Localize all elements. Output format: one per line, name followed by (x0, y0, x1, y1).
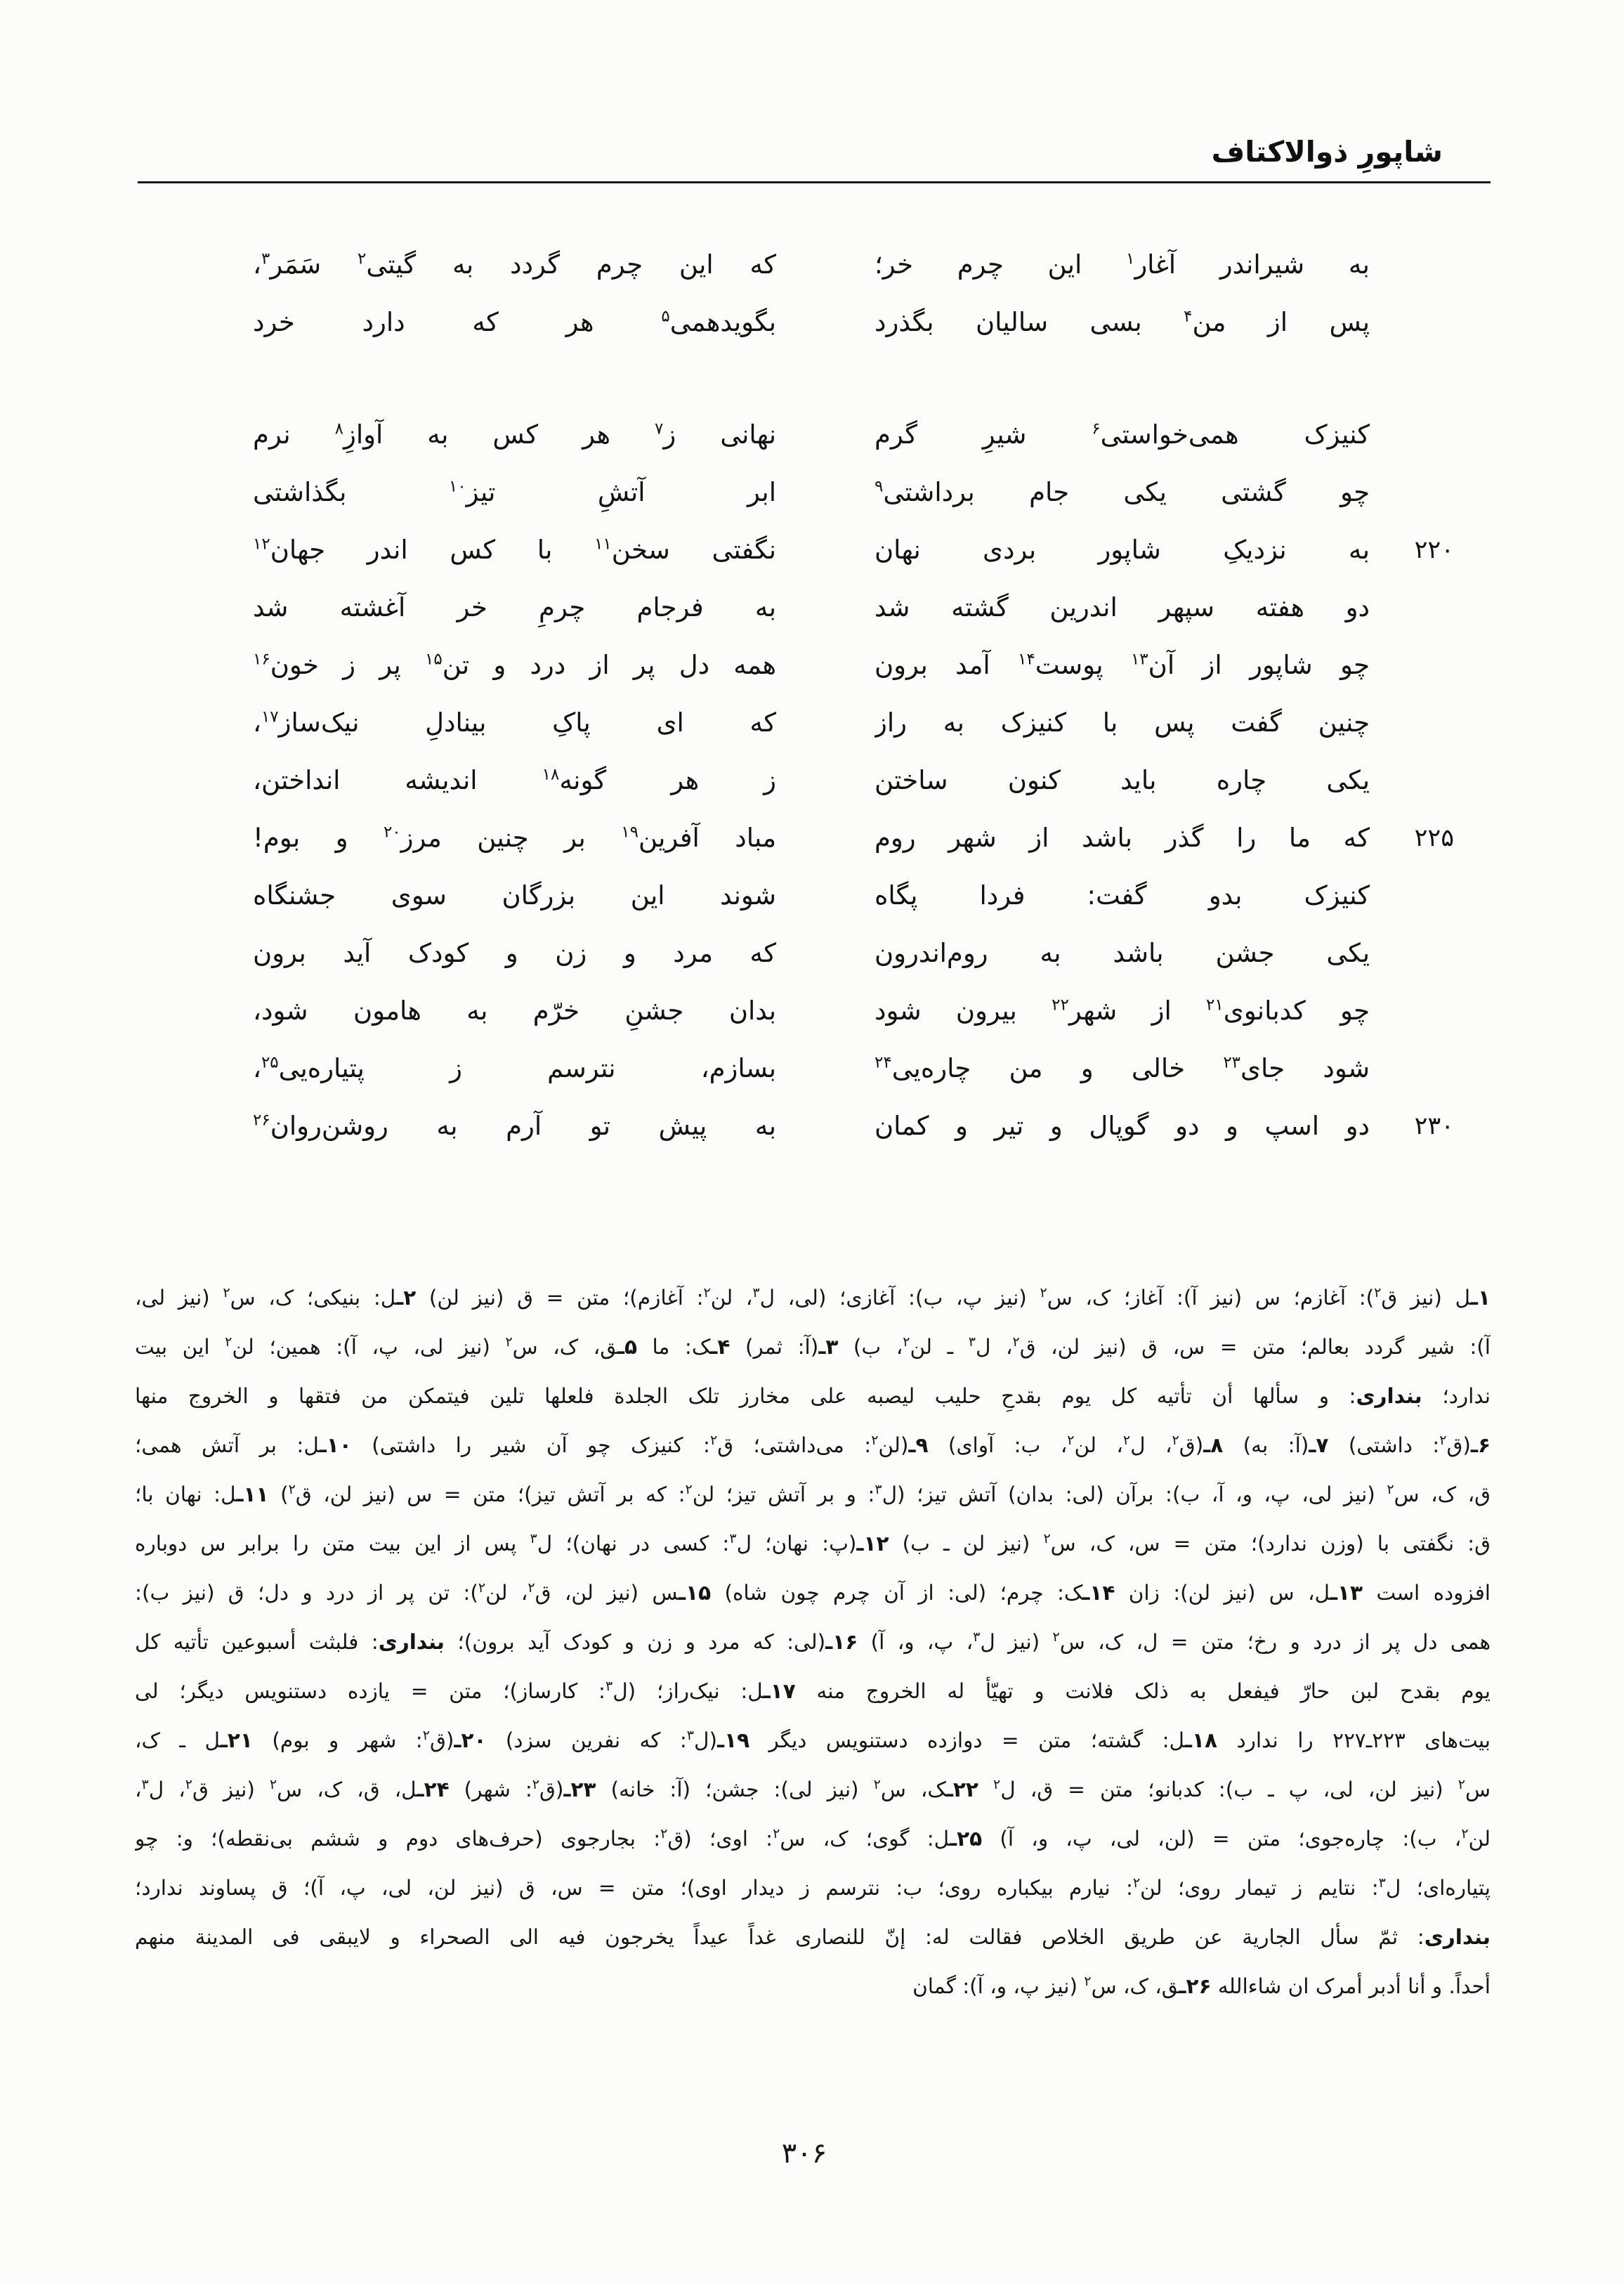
hemistich-second: ز هر گونه$^{۱۸}$ اندیشه انداختن، (253, 765, 776, 795)
hemistich-first: پس از من$^۴$ بسی سالیان بگذرد (875, 307, 1370, 337)
hemistich-first: دو هفته سپهر اندرین گشته شد (875, 592, 1370, 622)
page-number: ۳۰۶ (781, 2137, 827, 2170)
apparatus-line: پتیاره‌ای؛ ل$^۳$: نتایم ز تیمار روی؛ لن$^۲$: نیارم بیکباره روی؛ ب: نترسم ز دیدار اوی)؛ متن = س، ق (نیز لن، لی، پ، آ)؛ ق پساوند ندارد؛ (135, 1875, 1491, 1900)
header-divider-rule (138, 181, 1491, 183)
verse-row (253, 752, 1454, 809)
apparatus-line: آ): شیر گردد بعالم؛ متن = س، ق (نیز لن، ق$^۲$، ل$^۳$ ـ لن$^۲$، ب) ۳ـ(آ: ثمر) ۴ـک: ما ۵ـق، ک، س$^۲$ (نیز لی، پ، آ): همین؛ لن$^۲$ این بیت (135, 1334, 1491, 1359)
hemistich-first: به نزدیکِ شاپور بردی نهان (875, 535, 1370, 565)
chapter-title: شاپورِ ذوالاکتاف (1211, 135, 1443, 169)
verse-row (253, 925, 1454, 982)
hemistich-second: ابر آتشِ تیز$^{۱۰}$ بگذاشتی (253, 477, 776, 507)
apparatus-line: ق، ک، س$^۲$ (نیز لی، پ، و، آ، ب): برآن (لی: بدان) آتش تیز؛ (ل$^۳$: و بر آتش تیز؛ لن$^۲$: که بر آتش تیز)؛ متن = س (نیز لن، ق$^۲$) ۱۱ـل: نهان با؛ (135, 1482, 1491, 1506)
hemistich-second: نگفتی سخن$^{۱۱}$ با کس اندر جهان$^{۱۲}$ (253, 535, 776, 565)
apparatus-line: یوم بقدح لبن حارّ فیفعل به ذلک فلانت و تهیّأ له الخروج منه ۱۷ـل: نیک‌راز؛ (ل$^۳$: کارساز)؛ متن = یازده دستنویس دیگر؛ لی (135, 1678, 1491, 1703)
apparatus (135, 1273, 1491, 2011)
hemistich-second: که این چرم گردد به گیتی$^۲$ سَمَر$^۳$، (253, 249, 776, 280)
poem (253, 236, 1454, 1155)
hemistich-first: چو گشتی یکی جام برداشتی$^۹$ (875, 477, 1370, 507)
apparatus-line: ۱ـل (نیز ق$^۲$): آغازم؛ س (نیز آ): آغاز؛ ک، س$^۲$ (نیز پ، ب): آغازی؛ (لی، ل$^۳$، لن$^۲$: آغازم)؛ متن = ق (نیز لن) ۲ـل: بنیکی؛ ک، س$^۲$ (نیز لی، (135, 1285, 1491, 1310)
verse-number: ۲۲۰ (1414, 536, 1454, 564)
hemistich-first: شود جای$^{۲۳}$ خالی و من چاره‌یی$^{۲۴}$ (875, 1053, 1370, 1083)
hemistich-second: که مرد و زن و کودک آید برون (253, 938, 776, 968)
apparatus-line: لن$^۲$، ب): چاره‌جوی؛ متن = (لن، لی، پ، و، آ) ۲۵ـل: گوی؛ ک، س$^۲$: اوی؛ (ق$^۲$: بجارجوی (حرف‌های دوم و ششم بی‌نقطه)؛ و: چو (135, 1826, 1491, 1851)
hemistich-second: به فرجام چرمِ خر آغشته شد (253, 592, 776, 622)
verse-row (253, 637, 1454, 694)
hemistich-first: دو اسپ و دو گوپال و تیر و کمان (875, 1111, 1370, 1141)
hemistich-second: شوند این بزرگان سوی جشنگاه (253, 880, 776, 911)
hemistich-second: بگویدهمی$^۵$ هر که دارد خرد (253, 307, 776, 337)
hemistich-second: بسازم، نترسم ز پتیاره‌یی$^{۲۵}$، (253, 1053, 776, 1083)
verse-row (253, 579, 1454, 637)
hemistich-second: بدان جشنِ خرّم به هامون شود، (253, 996, 776, 1026)
hemistich-first: که ما را گذر باشد از شهر روم (875, 823, 1370, 853)
verse-number: ۲۲۵ (1414, 824, 1454, 852)
apparatus-line: ق: نگفتی با (وزن ندارد)؛ متن = س، ک، س$^۲$ (نیز لن ـ ب) ۱۲ـ(پ: نهان؛ ل$^۳$: کسی در نهان)؛ ل$^۳$ پس از این بیت متن را برابر س دوباره (135, 1531, 1491, 1556)
verse-row (253, 982, 1454, 1040)
hemistich-first: چنین گفت پس با کنیزک به راز (875, 708, 1370, 738)
apparatus-line: ندارد؛ بنداری: و سألها أن تأتیه کل یوم بقدحِ حلیب لیصبه علی مخارز تلک الجلدة فلعلها تلین فیتمکن من فتقها و الخروج منها (135, 1384, 1491, 1408)
apparatus-line: بنداری: ثمّ سأل الجاریة عن طریق الخلاص فقالت له: إنّ للنصاری غداً عیداً یخرجون فیه الی الصحراء و لایبقی فی المدینة منهم (135, 1925, 1491, 1949)
apparatus-line: س$^۲$ (نیز لن، لی، پ ـ ب): کدبانو؛ متن = ق، ل$^۲$ ۲۲ـک، س$^۲$ (نیز لی): جشن؛ (آ: خانه) ۲۳ـ(ق$^۲$: شهر) ۲۴ـل، ق، ک، س$^۲$ (نیز ق$^۲$، ل$^۳$، (135, 1777, 1491, 1801)
apparatus-line: همی دل پر از درد و رخ؛ متن = ل، ک، س$^۲$ (نیز ل$^۳$، پ، و، آ) ۱۶ـ(لی: که مرد و زن و کودک آید برون)؛ بنداری: فلبثت أسبوعین تأتیه کل (135, 1629, 1491, 1654)
verse-row (253, 406, 1454, 464)
hemistich-first: چو شاپور از آن$^{۱۳}$ پوست$^{۱۴}$ آمد برون (875, 650, 1370, 680)
hemistich-second: مباد آفرین$^{۱۹}$ بر چنین مرز$^{۲۰}$ و بوم! (253, 823, 776, 853)
hemistich-second: به پیش تو آرم به روشن‌روان$^{۲۶}$ (253, 1111, 776, 1141)
hemistich-first: کنیزک همی‌خواستی$^۶$ شیرِ گرم (875, 419, 1370, 450)
hemistich-second: نهانی ز$^۷$ هر کس به آوازِ$^۸$ نرم (253, 419, 776, 450)
verse-row (253, 236, 1454, 294)
verse-row (253, 521, 1454, 579)
apparatus-line: ۶ـ(ق$^۲$: داشتی) ۷ـ(آ: به) ۸ـ(ق$^۲$، ل$^۲$، لن$^۲$، ب: آوای) ۹ـ(لن$^۲$: می‌داشتی؛ ق$^۲$: کنیزک چو آن شیر را داشتی) ۱۰ـل: بر آتش همی؛ (135, 1433, 1491, 1457)
hemistich-second: که ای پاکِ بینادلِ نیک‌ساز$^{۱۷}$، (253, 708, 776, 738)
verse-row (253, 694, 1454, 752)
hemistich-first: به شیراندر آغار$^۱$ این چرم خر؛ (875, 249, 1370, 280)
verse-row (253, 464, 1454, 521)
verse-row (253, 867, 1454, 925)
hemistich-first: کنیزک بدو گفت: فردا پگاه (875, 880, 1370, 911)
apparatus-line: أحداً. و أنا أدبر أمرک ان شاءالله ۲۶ـق، ک، س$^۲$ (نیز پ، و، آ): گمان (912, 1974, 1491, 1998)
verse-number: ۲۳۰ (1414, 1112, 1454, 1140)
hemistich-first: یکی چاره باید کنون ساختن (875, 765, 1370, 795)
verse-row (253, 1097, 1454, 1155)
verse-row (253, 809, 1454, 867)
verse-row (253, 1040, 1454, 1097)
apparatus-line: افزوده است ۱۳ـل، س (نیز لن): زان ۱۴ـک: چرم؛ (لی: از آن چرم چون شاه) ۱۵ـس (نیز لن، ق$^۲$، لن$^۲$): تن پر از درد و دل؛ ق (نیز ب): (135, 1580, 1491, 1605)
verse-row (253, 294, 1454, 351)
hemistich-second: همه دل پر از درد و تن$^{۱۵}$ پر ز خون$^{۱۶}$ (253, 650, 776, 680)
apparatus-line: بیت‌های ۲۲۳ـ۲۲۷ را ندارد ۱۸ـل: گشته؛ متن = دوازده دستنویس دیگر ۱۹ـ(ل$^۳$: که نفرین سزد) ۲۰ـ(ق$^۲$: شهر و بوم) ۲۱ـل ـ ک، (135, 1728, 1491, 1752)
hemistich-first: یکی جشن باشد به روم‌اندرون (875, 938, 1370, 968)
hemistich-first: چو کدبانوی$^{۲۱}$ از شهر$^{۲۲}$ بیرون شود (875, 996, 1370, 1026)
